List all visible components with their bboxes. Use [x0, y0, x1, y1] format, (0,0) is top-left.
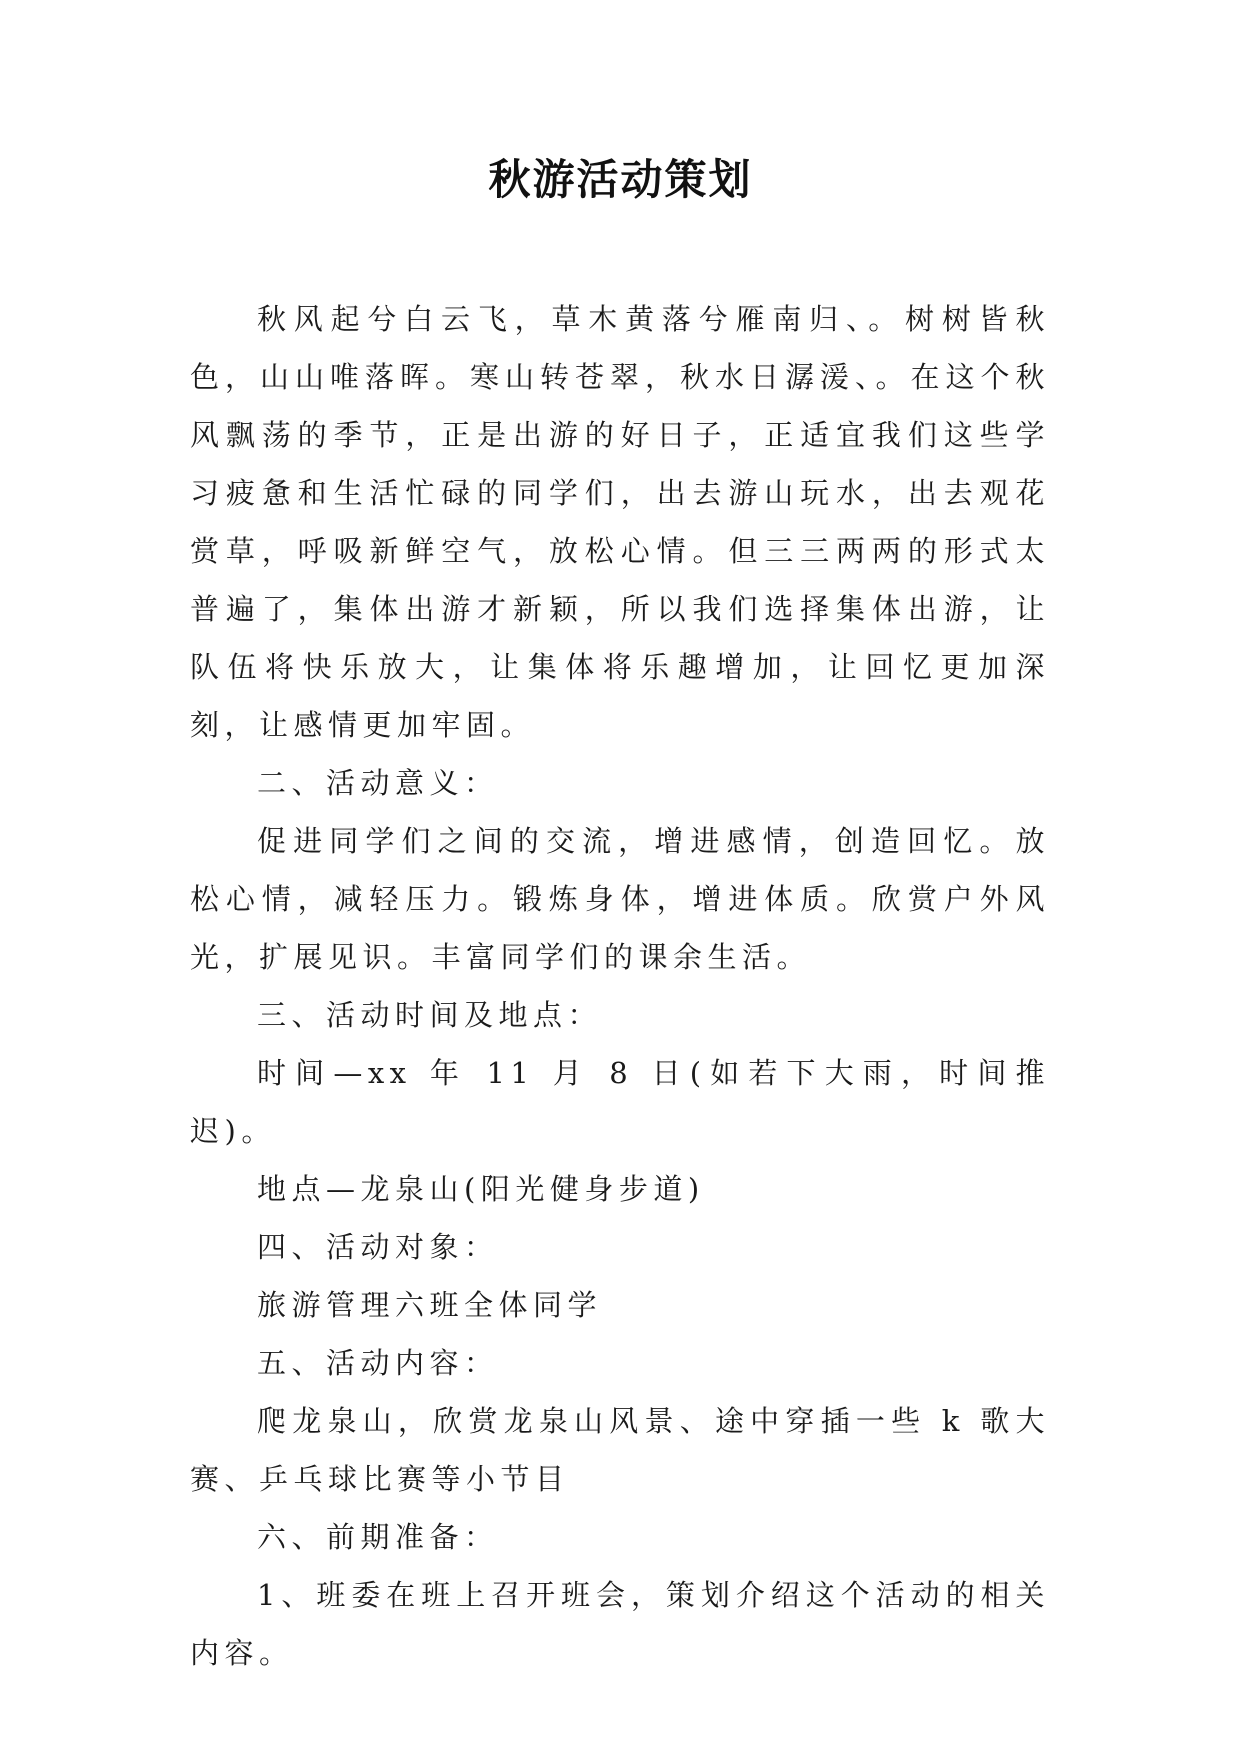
- section-heading-preparation: 六、前期准备：: [257, 1520, 499, 1554]
- section-heading-participants: 四、活动对象：: [257, 1230, 499, 1264]
- intro-paragraph: 秋风起兮白云飞，草木黄落兮雁南归、。树树皆秋色，山山唯落晖。寒山转苍翠，秋水日潺湲、。在这个秋风飘荡的季节，正是出游的好日子，正适宜我们这些学习疲惫和生活忙碌的同学们，出去游山玩水，出去观花赏草，呼吸新鲜空气，放松心情。但三三两两的形式太普遍了，集体出游才新颖，所以我们选择集体出游，让队伍将快乐放大，让集体将乐趣增加，让回忆更加深刻，让感情更加牢固。: [190, 302, 1050, 742]
- section-heading-time-place: 三、活动时间及地点：: [257, 998, 603, 1032]
- section-heading-content: 五、活动内容：: [257, 1346, 499, 1380]
- content-paragraph: 爬龙泉山，欣赏龙泉山风景、途中穿插一些 k 歌大赛、乒乓球比赛等小节目: [190, 1404, 1050, 1496]
- significance-paragraph: 促进同学们之间的交流，增进感情，创造回忆。放松心情，减轻压力。锻炼身体，增进体质。欣赏户外风光，扩展见识。丰富同学们的课余生活。: [190, 824, 1050, 974]
- document-title: 秋游活动策划: [488, 155, 753, 204]
- time-line: 时间—xx 年 11 月 8 日(如若下大雨，时间推迟)。: [190, 1056, 1050, 1148]
- section-heading-significance: 二、活动意义：: [257, 766, 499, 800]
- participants-line: 旅游管理六班全体同学: [257, 1288, 603, 1322]
- place-line: 地点—龙泉山(阳光健身步道): [257, 1172, 705, 1206]
- document-body: [190, 290, 1050, 1682]
- preparation-item-1: 1、班委在班上召开班会，策划介绍这个活动的相关内容。: [190, 1578, 1050, 1670]
